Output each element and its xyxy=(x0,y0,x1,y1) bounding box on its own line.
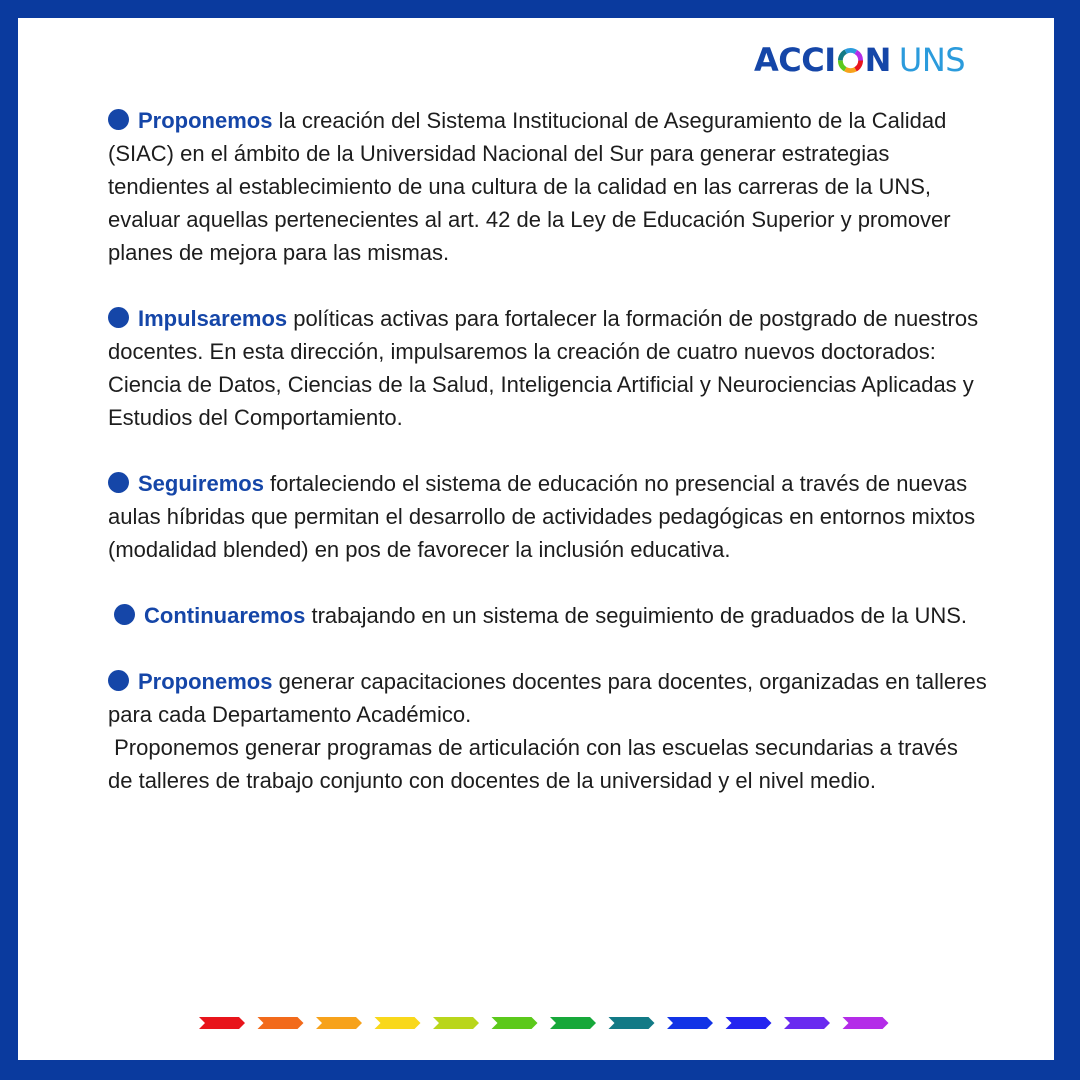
proposal-text: la creación del Sistema Institucional de Aseguramiento de la Calidad (SIAC) en el ámbito de la Universidad Nacional del Sur para generar estrategias tendientes al establecimiento de una cultura de la calidad en las carreras de la UNS, evaluar aquellas pertenecientes al art. 42 de la Ley de Educación Superior y promover planes de mejora para las mismas. xyxy=(108,108,957,265)
rainbow-arrow-icon xyxy=(609,1017,655,1029)
proposal-text: trabajando en un sistema de seguimiento de graduados de la UNS. xyxy=(305,603,968,628)
proposal-item xyxy=(108,599,988,632)
proposal-keyword: Impulsaremos xyxy=(138,306,288,331)
proposals-list xyxy=(108,104,988,830)
bullet-icon xyxy=(108,472,129,493)
rainbow-arrows xyxy=(199,1017,889,1029)
proposal-item xyxy=(108,665,988,797)
rainbow-arrow-icon xyxy=(667,1017,713,1029)
proposal-text: fortaleciendo el sistema de educación no presencial a través de nuevas aulas híbridas que permitan el desarrollo de actividades pedagógicas en entornos mixtos (modalidad blended) en pos de favorecer la inclusión educativa. xyxy=(108,471,982,562)
rainbow-arrow-icon xyxy=(375,1017,421,1029)
brand-logo-acci: ACCI xyxy=(754,41,836,79)
bullet-icon xyxy=(108,109,129,130)
proposal-item xyxy=(108,104,988,269)
proposal-keyword: Continuaremos xyxy=(144,603,306,628)
bullet-icon xyxy=(108,670,129,691)
multicolor-o-icon xyxy=(837,47,864,74)
proposal-keyword: Seguiremos xyxy=(138,471,264,496)
rainbow-arrow-icon xyxy=(843,1017,889,1029)
rainbow-arrow-icon xyxy=(258,1017,304,1029)
proposal-item xyxy=(108,467,988,566)
proposal-keyword: Proponemos xyxy=(138,669,273,694)
rainbow-arrow-icon xyxy=(550,1017,596,1029)
brand-logo xyxy=(754,40,965,80)
rainbow-arrows-svg xyxy=(199,1017,889,1029)
proposal-text: políticas activas para fortalecer la formación de postgrado de nuestros docentes. En esta dirección, impulsaremos la creación de cuatro nuevos doctorados: Ciencia de Datos, Ciencias de la Salud, Inteligencia Artificial y Neurociencias Aplicadas y Estudios del Comportamiento. xyxy=(108,306,985,430)
rainbow-arrow-icon xyxy=(199,1017,245,1029)
proposal-item xyxy=(108,302,988,434)
rainbow-arrow-icon xyxy=(492,1017,538,1029)
bullet-icon xyxy=(108,307,129,328)
brand-logo-uns: UNS xyxy=(898,41,966,79)
rainbow-arrow-icon xyxy=(726,1017,772,1029)
rainbow-arrow-icon xyxy=(316,1017,362,1029)
rainbow-arrow-icon xyxy=(784,1017,830,1029)
rainbow-arrow-icon xyxy=(433,1017,479,1029)
brand-logo-n: N xyxy=(864,41,891,79)
bullet-icon xyxy=(114,604,135,625)
proposal-keyword: Proponemos xyxy=(138,108,273,133)
proposal-text: generar capacitaciones docentes para docentes, organizadas en talleres para cada Departamento Académico. Proponemos generar programas de articulación con las escuelas secundarias a través de talleres de trabajo conjunto con docentes de la universidad y el nivel medio. xyxy=(108,669,987,793)
